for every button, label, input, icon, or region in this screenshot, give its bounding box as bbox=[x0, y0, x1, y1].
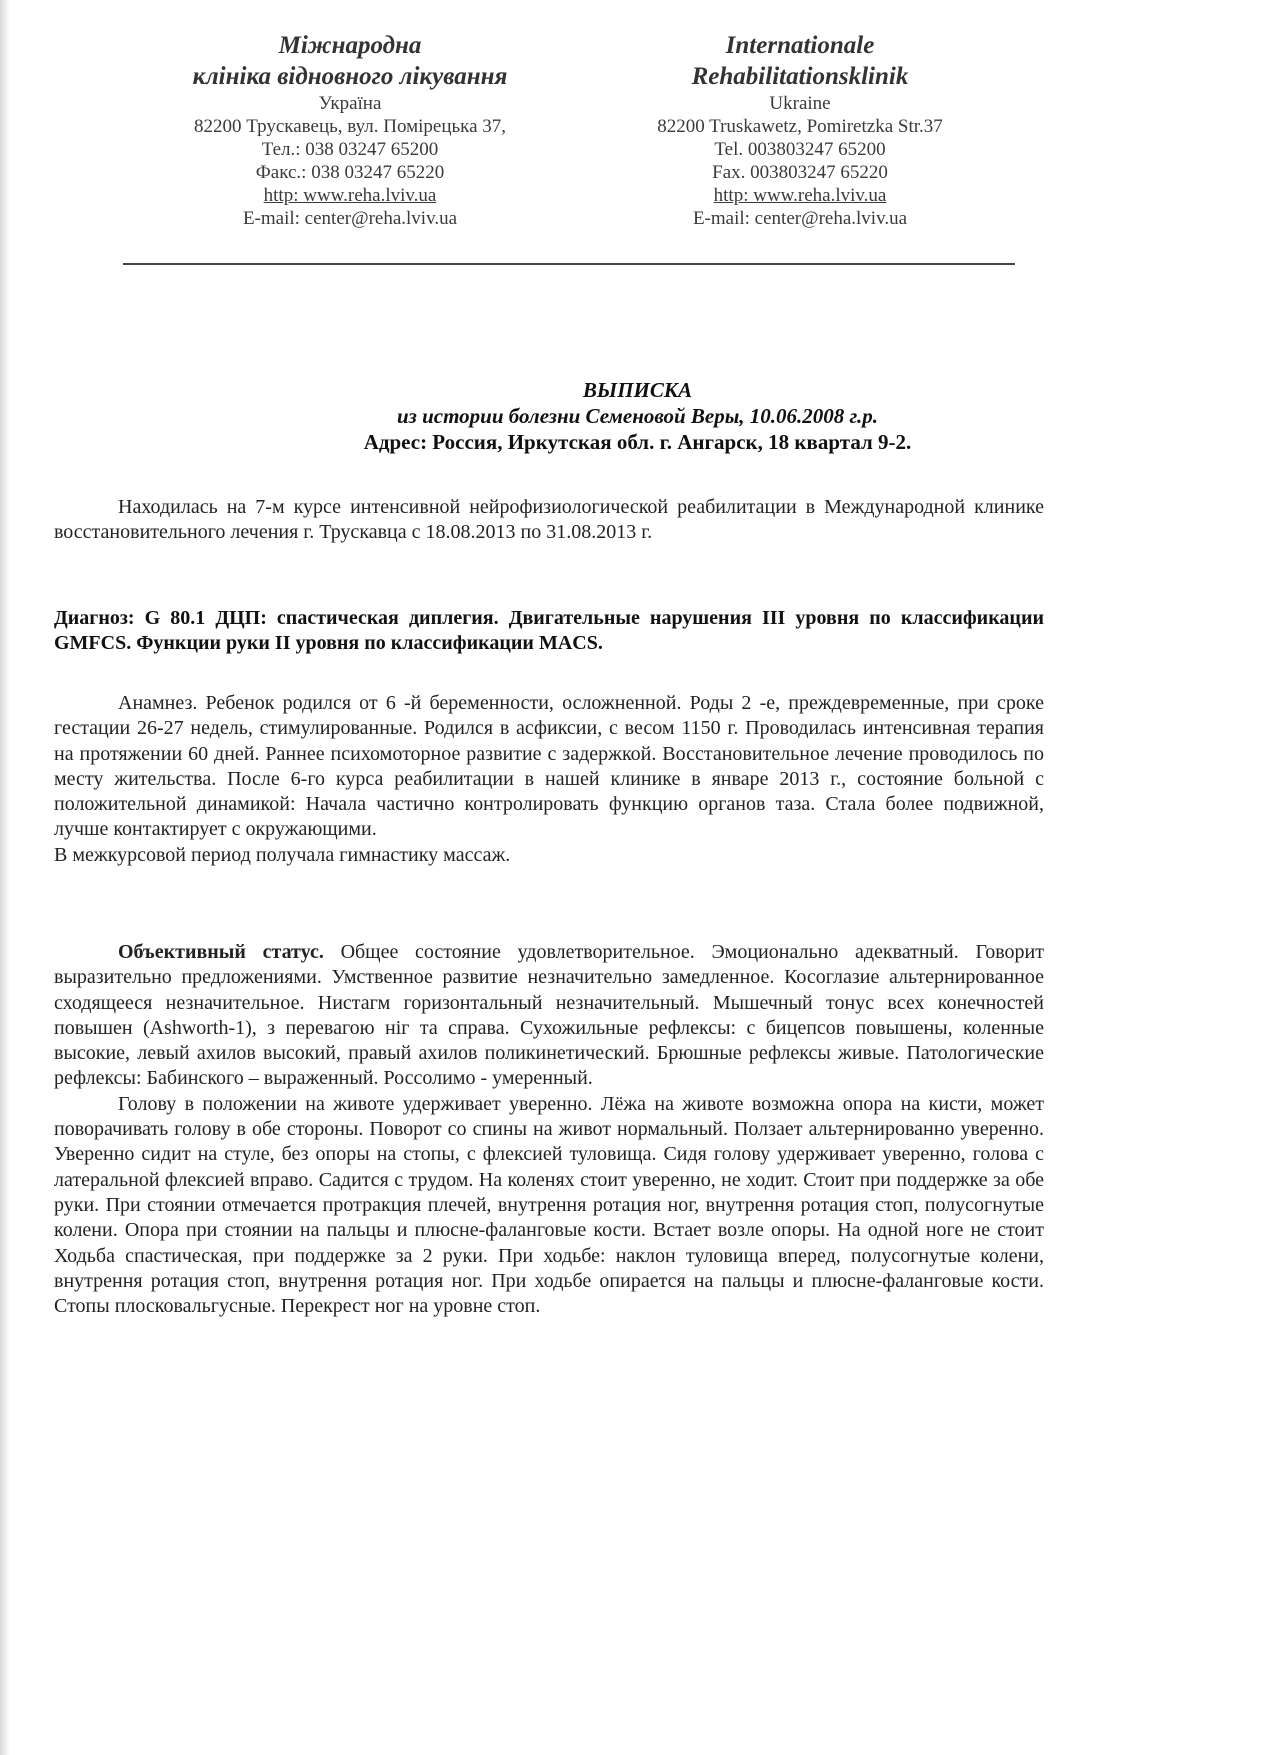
anamnesis-section bbox=[54, 691, 1044, 868]
clinic-email-de: E-mail: center@reha.lviv.ua bbox=[692, 208, 908, 229]
objective-status-label: Объективный статус. bbox=[118, 941, 324, 963]
objective-status-paragraph bbox=[54, 940, 1044, 1092]
clinic-phone: Тел.: 038 03247 65200 bbox=[261, 139, 439, 160]
document-title-block bbox=[0, 377, 1275, 455]
objective-status-text: Общее состояние удовлетворительное. Эмоционально адекватный. Говорит выразительно предложениями. Умственное развитие незначительно замедленное. Косоглазие альтернированное сходящееся незначительное. Нистагм горизонтальный незначительный. Мышечный тонус всех конечностей повышен (Ashworth-1), з перевагою ніг та справа. Сухожильные рефлексы: с бицепсов повышены, коленные высокие, левый ахилов высокий, правый ахилов поликинетический. Брюшные рефлексы живые. Патологические рефлексы: Бабинского – выраженный. Россолимо - умеренный. bbox=[54, 941, 1044, 1090]
clinic-address-de: 82200 Truskawetz, Pomiretzka Str.37 bbox=[657, 116, 943, 137]
letterhead-ukrainian bbox=[130, 30, 570, 230]
diagnosis-section bbox=[54, 606, 1044, 657]
clinic-email: E-mail: center@reha.lviv.ua bbox=[242, 208, 458, 229]
stay-paragraph: Находилась на 7-м курсе интенсивной нейрофизиологической реабилитации в Международной клинике восстановительного лечения г. Трускавца с 18.08.2013 по 31.08.2013 г. bbox=[54, 496, 1044, 544]
clinic-phone-de: Tel. 003803247 65200 bbox=[714, 139, 886, 160]
objective-status-section bbox=[54, 940, 1044, 1319]
letterhead-german bbox=[590, 30, 1010, 230]
stay-section bbox=[54, 495, 1044, 546]
clinic-name-line2: клініка відновного лікування bbox=[192, 63, 508, 90]
document-subtitle: из истории болезни Семеновой Веры, 10.06.2008 г.р. bbox=[396, 404, 879, 428]
diagnosis-paragraph: Диагноз: G 80.1 ДЦП: спастическая диплегия. Двигательные нарушения III уровня по классификации GMFCS. Функции руки II уровня по классификации MACS. bbox=[54, 607, 1044, 655]
letterhead bbox=[0, 30, 1275, 270]
interim-treatment-paragraph: В межкурсовой период получала гимнастику массаж. bbox=[54, 843, 511, 866]
anamnesis-paragraph: Анамнез. Ребенок родился от 6 -й беременности, осложненной. Роды 2 -е, преждевременные, при сроке гестации 26-27 недель, стимулированные. Родился в асфиксии, с весом 1150 г. Проводилась интенсивная терапия на протяжении 60 дней. Раннее психомоторное развитие с задержкой. Восстановительное лечение проводилось по месту жительства. После 6-го курса реабилитации в нашей клинике в январе 2013 г., состояние больной с положительной динамикой: Начала частично контролировать функцию органов таза. Стала более подвижной, лучше контактирует с окружающими. bbox=[54, 692, 1044, 841]
clinic-fax: Факс.: 038 03247 65220 bbox=[255, 162, 445, 183]
patient-address: Адрес: Россия, Иркутская обл. г. Ангарск, 18 квартал 9-2. bbox=[363, 430, 912, 454]
clinic-address: 82200 Трускавець, вул. Помірецька 37, bbox=[193, 116, 507, 137]
clinic-name-line1: Міжнародна bbox=[278, 32, 422, 59]
motor-status-paragraph: Голову в положении на животе удерживает уверенно. Лёжа на животе возможна опора на кисти, может поворачивать голову в обе стороны. Поворот со спины на живот нормальный. Ползает альтернированно уверенно. Уверенно сидит на стуле, без опоры на стопы, с флексией туловища. Сидя голову удерживает уверенно, голова с латеральной флексией вправо. Садится с трудом. На коленях стоит уверенно, не ходит. Стоит при поддержке за обе руки. При стоянии отмечается протракция плечей, внутрення ротация ног, внутрення ротация стоп, полусогнутые колени. Опора при стоянии на пальцы и плюсне-фаланговые кости. Встает возле опоры. На одной ноге не стоит Ходьба спастическая, при поддержке за 2 руки. При ходьбе: наклон туловища вперед, полусогнутые колени, внутрення ротация стоп, внутрення ротация ног. При ходьбе опирается на пальцы и плюсне-фаланговые кости. Стопы плосковальгусные. Перекрест ног на уровне стоп. bbox=[54, 1092, 1044, 1318]
clinic-name-de-line2: Rehabilitationsklinik bbox=[691, 63, 909, 90]
clinic-country: Україна bbox=[318, 93, 382, 114]
clinic-name-de-line1: Internationale bbox=[725, 32, 875, 59]
clinic-country-de: Ukraine bbox=[769, 93, 831, 114]
letterhead-divider bbox=[123, 263, 1015, 265]
document-title: ВЫПИСКА bbox=[582, 378, 693, 402]
clinic-website-link-de[interactable]: http: www.reha.lviv.ua bbox=[713, 185, 887, 206]
clinic-fax-de: Fax. 003803247 65220 bbox=[712, 162, 888, 183]
clinic-website-link[interactable]: http: www.reha.lviv.ua bbox=[263, 185, 437, 206]
